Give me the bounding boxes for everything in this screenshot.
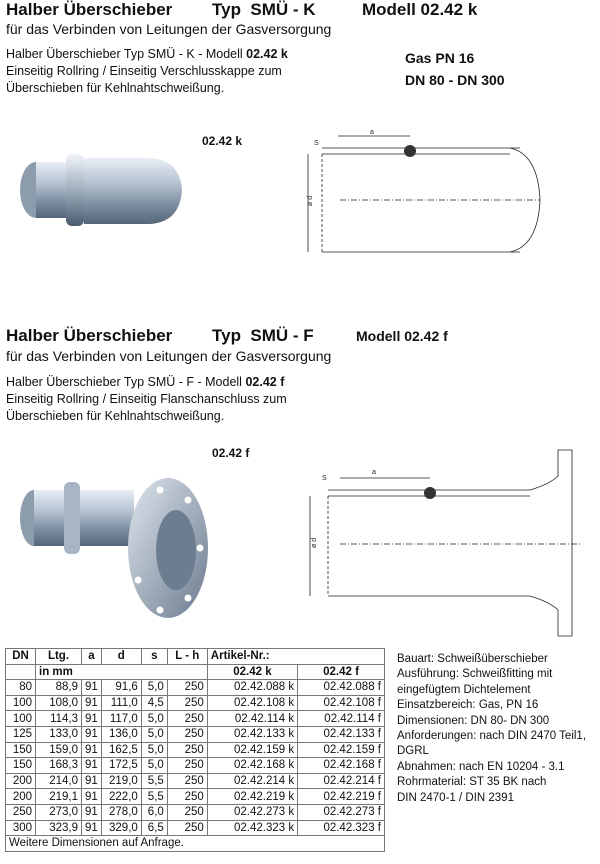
table-row	[6, 804, 385, 820]
spec-line: DGRL	[397, 745, 429, 758]
table-row	[6, 680, 385, 696]
table-cell: 5,0	[141, 680, 167, 696]
description-f-line3: Überschieben für Kehlnahtschweißung.	[6, 409, 225, 423]
table-cell: 108,0	[36, 695, 82, 711]
title-k-model: Modell 02.42 k	[362, 0, 478, 19]
table-row	[6, 695, 385, 711]
table-cell: 250	[167, 789, 207, 805]
dim-label-s-f: S	[322, 475, 327, 482]
dim-label-d-f: ø d	[311, 537, 318, 548]
table-cell: 250	[167, 742, 207, 758]
table-cell: 273,0	[36, 804, 82, 820]
table-cell: 91	[82, 758, 102, 774]
table-cell: 02.42.133 k	[207, 726, 297, 742]
table-cell: 133,0	[36, 726, 82, 742]
table-cell: 5,0	[141, 758, 167, 774]
table-cell: 02.42.108 f	[298, 695, 385, 711]
table-body	[6, 680, 385, 836]
table-row	[6, 758, 385, 774]
table-cell: 02.42.114 f	[298, 711, 385, 727]
header-article: Artikel-Nr.:	[207, 649, 384, 665]
technical-drawing-k	[300, 130, 555, 260]
dim-label-s-k: S	[314, 140, 319, 147]
table-cell: 250	[167, 773, 207, 789]
title-f-main: Halber Überschieber	[6, 326, 173, 345]
table-cell: 100	[6, 711, 36, 727]
table-cell: 250	[6, 804, 36, 820]
table-cell: 02.42.273 k	[207, 804, 297, 820]
table-cell: 200	[6, 773, 36, 789]
table-cell: 02.42.273 f	[298, 804, 385, 820]
spec-line: Rohrmaterial: ST 35 BK nach	[397, 776, 547, 789]
table-cell: 136,0	[101, 726, 141, 742]
table-cell: 88,9	[36, 680, 82, 696]
table-cell: 219,0	[101, 773, 141, 789]
subheader-empty	[6, 664, 36, 680]
table-cell: 114,3	[36, 711, 82, 727]
title-f-type: Typ SMÜ - F	[212, 326, 314, 345]
table-cell: 5,0	[141, 742, 167, 758]
table-cell: 250	[167, 820, 207, 836]
spec-line: DIN 2470-1 / DIN 2391	[397, 791, 514, 804]
table-cell: 02.42.088 f	[298, 680, 385, 696]
header-s: s	[141, 649, 167, 665]
spec-line: Einsatzbereich: Gas, PN 16	[397, 699, 539, 712]
subtitle-k: für das Verbinden von Leitungen der Gasversorgung	[6, 21, 332, 37]
table-cell: 168,3	[36, 758, 82, 774]
subheader-article-f: 02.42 f	[298, 664, 385, 680]
table-cell: 125	[6, 726, 36, 742]
table-row	[6, 820, 385, 836]
table-cell: 91	[82, 773, 102, 789]
subtitle-f: für das Verbinden von Leitungen der Gasversorgung	[6, 348, 332, 364]
table-cell: 250	[167, 695, 207, 711]
product-image-k	[10, 140, 200, 250]
table-cell: 278,0	[101, 804, 141, 820]
table-cell: 250	[167, 680, 207, 696]
table-cell: 91	[82, 789, 102, 805]
table-cell: 91	[82, 820, 102, 836]
table-cell: 162,5	[101, 742, 141, 758]
table-cell: 200	[6, 789, 36, 805]
table-cell: 117,0	[101, 711, 141, 727]
table-cell: 172,5	[101, 758, 141, 774]
spec-line: Abnahmen: nach EN 10204 - 3.1	[397, 760, 565, 773]
table-cell: 91	[82, 726, 102, 742]
figure-label-f: 02.42 f	[212, 446, 250, 460]
table-cell: 02.42.114 k	[207, 711, 297, 727]
title-f-model: Modell 02.42 f	[356, 328, 448, 344]
table-cell: 91	[82, 742, 102, 758]
gas-pressure: Gas PN 16	[405, 50, 475, 66]
table-cell: 02.42.219 k	[207, 789, 297, 805]
table-cell: 250	[167, 711, 207, 727]
table-cell: 02.42.159 k	[207, 742, 297, 758]
table-cell: 02.42.214 k	[207, 773, 297, 789]
table-cell: 02.42.323 k	[207, 820, 297, 836]
table-cell: 02.42.168 f	[298, 758, 385, 774]
table-row	[6, 742, 385, 758]
subheader-unit: in mm	[36, 664, 208, 680]
description-k-line2: Einseitig Rollring / Einseitig Verschlusskappe zum	[6, 64, 282, 78]
table-cell: 100	[6, 695, 36, 711]
table-cell: 150	[6, 742, 36, 758]
spec-line: Bauart: Schweißüberschieber	[397, 653, 548, 665]
header-dn: DN	[6, 649, 36, 665]
description-f-line2: Einseitig Rollring / Einseitig Flanschanschluss zum	[6, 392, 287, 406]
dim-label-a-f: a	[372, 469, 376, 476]
description-k-line1: Halber Überschieber Typ SMÜ - K - Modell 02.42 k	[6, 47, 288, 61]
gas-spec	[405, 47, 505, 91]
table-cell: 250	[167, 804, 207, 820]
product-image-f	[10, 470, 210, 630]
title-k	[6, 0, 478, 20]
table-cell: 214,0	[36, 773, 82, 789]
header-a: a	[82, 649, 102, 665]
subheader-article-k: 02.42 k	[207, 664, 297, 680]
table-cell: 02.42.108 k	[207, 695, 297, 711]
table-cell: 4,5	[141, 695, 167, 711]
table-cell: 5,5	[141, 773, 167, 789]
title-k-main: Halber Überschieber	[6, 0, 173, 19]
table-cell: 300	[6, 820, 36, 836]
table-cell: 5,5	[141, 789, 167, 805]
table-cell: 159,0	[36, 742, 82, 758]
table-cell: 91	[82, 695, 102, 711]
table-cell: 6,5	[141, 820, 167, 836]
table-cell: 02.42.323 f	[298, 820, 385, 836]
table-cell: 02.42.159 f	[298, 742, 385, 758]
table-header-row	[6, 649, 385, 665]
table-cell: 02.42.168 k	[207, 758, 297, 774]
table-footer-row	[6, 836, 385, 852]
dim-label-d-k: ø d	[307, 195, 314, 206]
table-cell: 02.42.133 f	[298, 726, 385, 742]
table-footer: Weitere Dimensionen auf Anfrage.	[6, 836, 385, 852]
table-cell: 219,1	[36, 789, 82, 805]
dimension-table	[5, 648, 385, 852]
title-f	[6, 326, 448, 346]
table-cell: 222,0	[101, 789, 141, 805]
description-f	[6, 374, 336, 425]
table-cell: 91	[82, 711, 102, 727]
table-cell: 150	[6, 758, 36, 774]
table-subheader-row	[6, 664, 385, 680]
table-cell: 5,0	[141, 726, 167, 742]
technical-drawing-f	[300, 440, 590, 640]
description-k-line3: Überschieben für Kehlnahtschweißung.	[6, 81, 225, 95]
dn-range: DN 80 - DN 300	[405, 72, 505, 88]
table-cell: 91	[82, 680, 102, 696]
table-row	[6, 773, 385, 789]
table-cell: 02.42.088 k	[207, 680, 297, 696]
table-cell: 02.42.219 f	[298, 789, 385, 805]
dim-label-a-k: a	[370, 129, 374, 136]
spec-line: Ausführung: Schweißfitting mit	[397, 668, 553, 681]
spec-line: eingefügtem Dichtelement	[397, 683, 531, 696]
table-cell: 91,6	[101, 680, 141, 696]
spec-line: Dimensionen: DN 80- DN 300	[397, 714, 550, 727]
table-cell: 5,0	[141, 711, 167, 727]
table-cell: 329,0	[101, 820, 141, 836]
header-l-h: L - h	[167, 649, 207, 665]
header-d: d	[101, 649, 141, 665]
table-row	[6, 711, 385, 727]
table-cell: 250	[167, 726, 207, 742]
table-cell: 02.42.214 f	[298, 773, 385, 789]
table-cell: 111,0	[101, 695, 141, 711]
figure-label-k: 02.42 k	[202, 134, 243, 148]
description-f-line1: Halber Überschieber Typ SMÜ - F - Modell 02.42 f	[6, 375, 285, 389]
header-ltg: Ltg.	[36, 649, 82, 665]
title-k-type: Typ SMÜ - K	[212, 0, 316, 19]
table-row	[6, 726, 385, 742]
spec-line: Anforderungen: nach DIN 2470 Teil1,	[397, 730, 587, 743]
table-cell: 250	[167, 758, 207, 774]
table-cell: 91	[82, 804, 102, 820]
table-row	[6, 789, 385, 805]
table-cell: 323,9	[36, 820, 82, 836]
table-cell: 80	[6, 680, 36, 696]
table-cell: 6,0	[141, 804, 167, 820]
description-k	[6, 46, 336, 97]
spec-list	[397, 652, 597, 806]
